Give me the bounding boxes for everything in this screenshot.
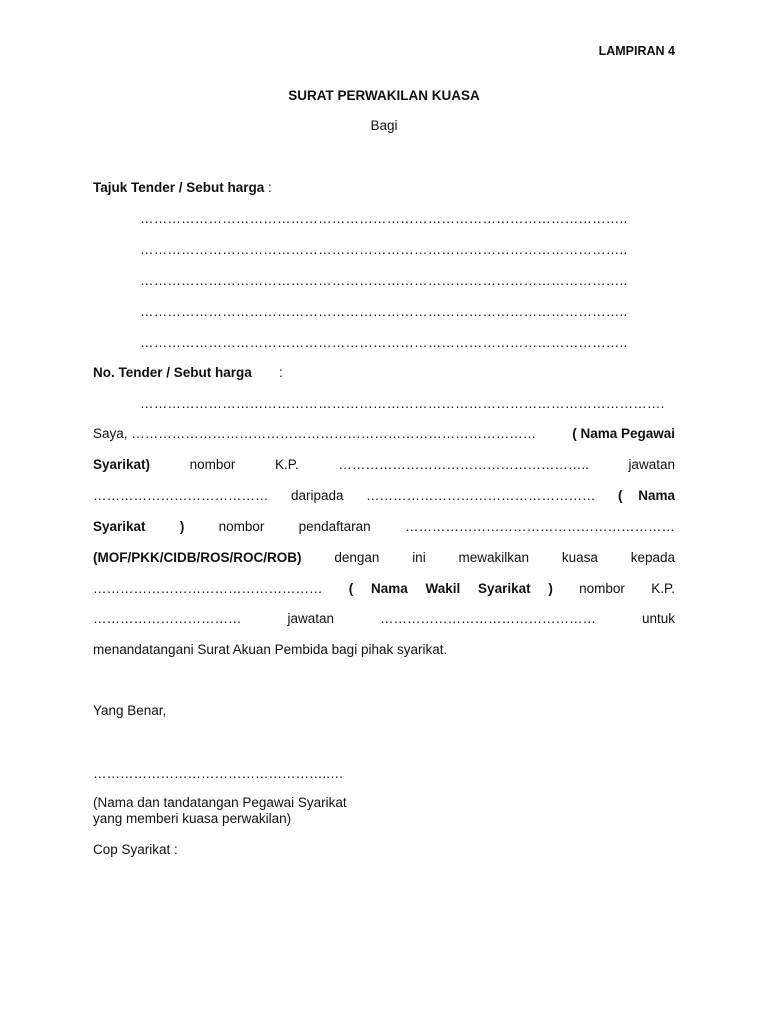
document-title: SURAT PERWAKILAN KUASA bbox=[288, 88, 480, 103]
tender-title-line-1: …………………………………………………………………………………………….. bbox=[140, 211, 628, 226]
company-stamp-label: Cop Syarikat : bbox=[93, 842, 178, 857]
text-close-paren: ) bbox=[179, 519, 185, 534]
signature-line: ……………………………………………..… bbox=[93, 766, 344, 781]
text-kuasa: kuasa bbox=[561, 550, 598, 565]
tender-number-line: ……………………………………………………………………………………………………. bbox=[140, 396, 665, 411]
text-nama: ( Nama bbox=[617, 488, 675, 503]
tender-title-colon: : bbox=[268, 180, 272, 195]
text-nama-wakil: ( Nama Wakil Syarikat ) bbox=[348, 581, 553, 596]
text-syarikat-2: Syarikat bbox=[93, 519, 146, 534]
text-saya: Saya, ……………………………………………………………………………… bbox=[93, 426, 537, 441]
paragraph-line-3 bbox=[93, 488, 675, 504]
paragraph-line-5 bbox=[93, 550, 675, 566]
signature-note-line-1: (Nama dan tandatangan Pegawai Syarikat bbox=[93, 795, 347, 810]
text-jawatan-2: jawatan bbox=[287, 611, 335, 626]
signature-note-line-2: yang memberi kuasa perwakilan) bbox=[93, 811, 292, 826]
tender-number-colon: : bbox=[279, 365, 283, 380]
text-untuk: untuk bbox=[641, 611, 675, 626]
text-nombor: nombor bbox=[189, 457, 236, 472]
tender-title-field bbox=[93, 180, 272, 196]
document-subtitle: Bagi bbox=[370, 118, 398, 133]
text-dengan: dengan bbox=[334, 550, 380, 565]
text-kp-dots: ……………………………………………….. bbox=[338, 457, 589, 472]
closing-salutation: Yang Benar, bbox=[93, 703, 167, 718]
attachment-label: LAMPIRAN 4 bbox=[598, 44, 675, 58]
text-company-dots: …………………………………………… bbox=[365, 488, 596, 503]
tender-title-line-5: …………………………………………………………………………………………….. bbox=[140, 335, 628, 350]
tender-title-line-4: …………………………………………………………………………………………….. bbox=[140, 304, 628, 319]
text-kp: K.P. bbox=[274, 457, 299, 472]
text-syarikat: Syarikat) bbox=[93, 457, 151, 472]
text-kepada: kepada bbox=[630, 550, 675, 565]
text-nombor-3: nombor bbox=[579, 581, 625, 596]
text-kp-dots-2: …………………………… bbox=[93, 611, 242, 626]
text-registry-codes: (MOF/PKK/CIDB/ROS/ROC/ROB) bbox=[93, 550, 302, 565]
text-jawatan: jawatan bbox=[628, 457, 675, 472]
paragraph-line-8: menandatangani Surat Akuan Pembida bagi pihak syarikat. bbox=[93, 642, 448, 657]
text-jawatan-dots: ………………………………… bbox=[93, 488, 269, 503]
text-mewakilkan: mewakilkan bbox=[458, 550, 530, 565]
paragraph-line-6 bbox=[93, 581, 675, 597]
text-representative-dots: …………………………………………… bbox=[93, 581, 323, 596]
text-jawatan-dots-2: ………………………………………… bbox=[379, 611, 596, 626]
paragraph-line-7 bbox=[93, 611, 675, 627]
text-pendaftaran: pendaftaran bbox=[298, 519, 371, 534]
text-kp-2: K.P. bbox=[651, 581, 675, 596]
paragraph-line-2 bbox=[93, 457, 675, 473]
tender-number-label: No. Tender / Sebut harga bbox=[93, 365, 252, 380]
text-ini: ini bbox=[412, 550, 426, 565]
text-reg-dots: …………………………………………………… bbox=[404, 519, 675, 534]
tender-title-label: Tajuk Tender / Sebut harga bbox=[93, 180, 265, 195]
tender-title-line-3: …………………………………………………………………………………………….. bbox=[140, 273, 628, 288]
text-nama-pegawai: ( Nama Pegawai bbox=[572, 426, 675, 441]
paragraph-line-1 bbox=[93, 426, 675, 442]
text-nombor-2: nombor bbox=[218, 519, 265, 534]
tender-title-line-2: …………………………………………………………………………………………….. bbox=[140, 242, 628, 257]
paragraph-line-4 bbox=[93, 519, 675, 535]
text-daripada: daripada bbox=[290, 488, 344, 503]
